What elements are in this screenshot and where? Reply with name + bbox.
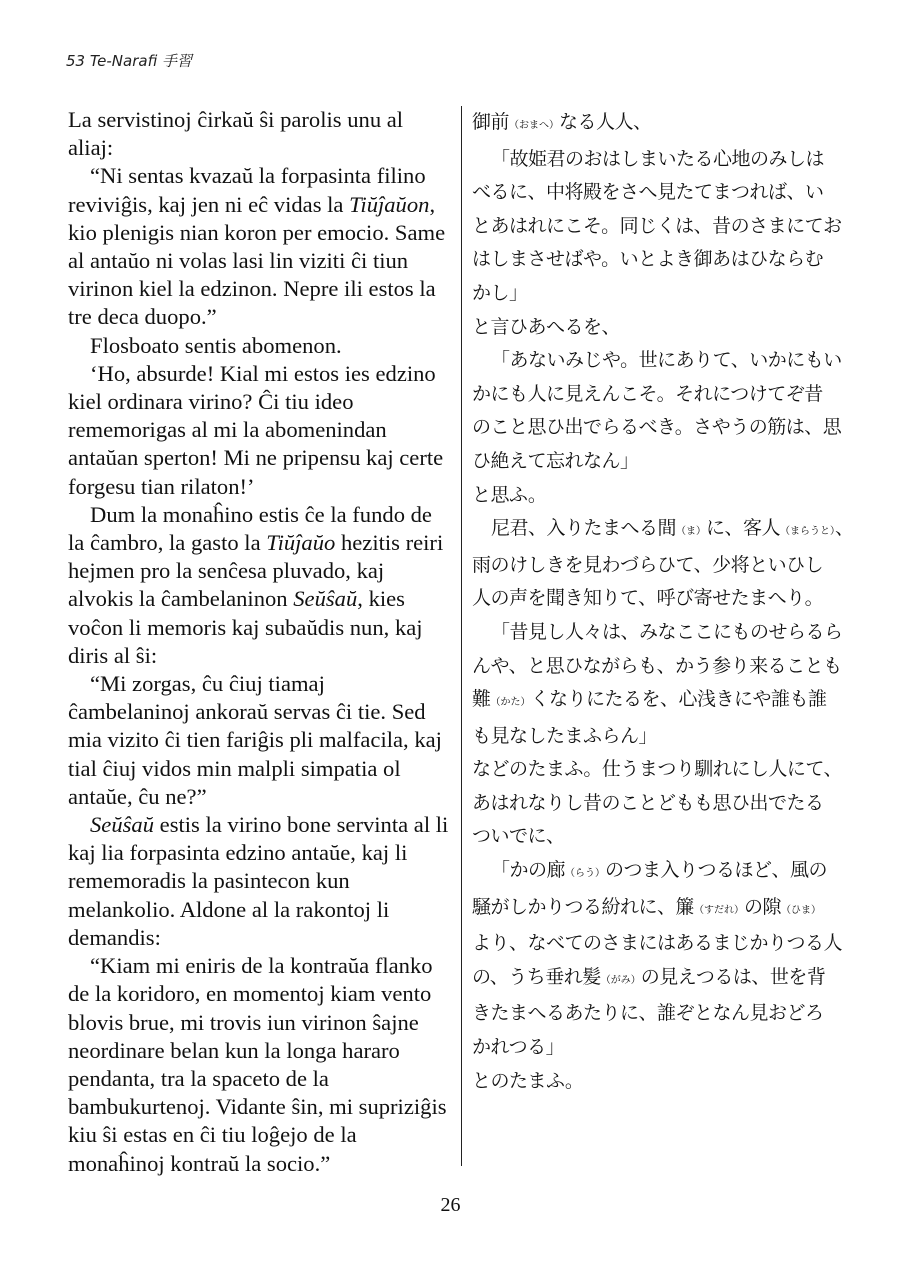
text-line: 御前（おまへ）なる人人、 xyxy=(472,111,652,133)
paragraph: ‘Ho, absurde! Kial mi estos ies edzino kiel ordinara virino? Ĉi tiu ideo rememorigas al mi la abomenindan antaŭan sperton! Mi ne pripensu kaj certe forgesu tian rilaton!’ xyxy=(68,360,444,499)
paragraph: “Mi zorgas, ĉu ĉiuj tiamaj ĉambelaninoj ankoraŭ servas ĉi tie. Sed mia vizito ĉi tien fariĝis pli malfacila, kaj tial ĉiuj vidos min malpli simpatia ol antaŭe, ĉu ne?” xyxy=(68,671,442,809)
text-line: 雨のけしきを見わづらひて、少将といひし xyxy=(472,553,824,576)
japanese-column xyxy=(472,106,856,1098)
text-line: んや、と思ひながらも、かう参り来ることも xyxy=(472,654,842,677)
text-line: のこと思ひ出でらるべき。さやうの筋は、思 xyxy=(472,416,842,439)
text-line: と思ふ。 xyxy=(472,483,547,506)
ruby-reading: （らう） xyxy=(565,868,606,880)
name-italic: Seŭŝaŭ xyxy=(90,812,155,838)
esperanto-column xyxy=(68,106,452,1178)
name-italic: Tiŭĵaŭon xyxy=(349,191,430,217)
text-line: の、うち垂れ髪（がみ）の見えつるは、世を背 xyxy=(472,965,826,988)
name-italic: Tiŭĵaŭo xyxy=(266,530,336,556)
text-line: きたまへるあたりに、誰ぞとなん見おどろ xyxy=(472,1002,824,1025)
paragraph: Flosboato sentis abomenon. xyxy=(90,332,342,358)
text-line: かれつる」 xyxy=(472,1036,565,1059)
paragraph: “Kiam mi eniris de la kontraŭa flanko de la koridoro, en momentoj kiam vento blovis brue, mi trovis iun virinon ŝajne neordinare belan kun la longa hararo pendanta, tra la spaceto de la bambukurtenoj. Vidante ŝin, mi supriziĝis kiu ŝi estas en ĉi tiu loĝejo de la monaĥinoj kontraŭ la socio.” xyxy=(68,953,447,1176)
text-line: と言ひあへるを、 xyxy=(472,315,621,338)
page-number: 26 xyxy=(440,1194,461,1216)
text-line: かにも人に見えんこそ。それにつけてぞ昔 xyxy=(472,382,823,405)
text-line: より、なべてのさまにはあるまじかりつる人 xyxy=(472,932,843,955)
text-line: などのたまふ。仕うまつり馴れにし人にて、 xyxy=(472,758,843,781)
text-line: かし」 xyxy=(472,281,528,304)
text-line: 「あないみじや。世にありて、いかにもい xyxy=(491,349,842,372)
text-line: ひ絶えて忘れなん」 xyxy=(472,449,639,472)
column-divider xyxy=(461,106,462,1166)
text-line: 難（かた）くなりにたるを、心浅きにや誰も誰 xyxy=(472,688,827,711)
text-line: 人の声を聞き知りて、呼び寄せたまへり。 xyxy=(472,587,824,610)
text-line: とのたまふ。 xyxy=(472,1069,584,1092)
text-line: はしまさせばや。いとよき御あはひならむ xyxy=(472,248,824,271)
text-line: 「昔見し人々は、みなここにものせらるら xyxy=(491,620,843,643)
paragraph: “Ni sentas kvazaŭ la forpasinta filino reviviĝis, kaj jen ni eĉ vidas la Tiŭĵaŭon, kio plenigis nian koron per emocio. Same al antaŭo ni volas lasi lin viziti ĉi tiun virinon kiel la edzinon. Nepre ili estos la tre deca duopo.” xyxy=(68,163,446,330)
ruby-reading: （ま） xyxy=(676,526,707,538)
ruby-reading: （おまへ） xyxy=(509,120,560,131)
running-header: 53 Te-Narafi 手習 xyxy=(66,52,193,70)
paragraph: Seŭŝaŭ estis la virino bone servinta al li kaj lia forpasinta edzino antaŭe, kaj li rememoradis la pasintecon kun melankolio. Aldone al la rakontoj li demandis: xyxy=(68,812,449,950)
text-line: 騒がしかりつる紛れに、簾（すだれ）の隙（ひま） xyxy=(472,895,822,918)
paragraph: La servistinoj ĉirkaŭ ŝi parolis unu al aliaj: xyxy=(68,107,404,161)
paragraph: Dum la monaĥino estis ĉe la fundo de la ĉambro, la gasto la Tiŭĵaŭo hezitis reiri hejmen pro la senĉesa pluvado, kaj alvokis la ĉambelaninon Seŭŝaŭ, kies voĉon li memoris kaj subaŭdis nun, kaj diris al ŝi: xyxy=(68,501,444,668)
ruby-reading: （かた） xyxy=(490,697,531,709)
text-line: 「かの廊（らう）のつま入りつるほど、風の xyxy=(491,859,828,882)
ruby-reading: （まらうと） xyxy=(780,526,836,538)
text-line: ついでに、 xyxy=(472,825,565,848)
ruby-reading: （すだれ） xyxy=(694,904,745,916)
text-line: 尼君、入りたまへる間（ま）に、客人（まらうと）、 xyxy=(491,517,854,540)
text-line: べるに、中将殿をさへ見たてまつれば、い xyxy=(472,181,824,204)
text-line: とあはれにこそ。同じくは、昔のさまにてお xyxy=(472,214,842,237)
ruby-reading: （ひま） xyxy=(781,904,822,916)
text-line: 「故姫君のおはしまいたる心地のみしは xyxy=(491,147,825,170)
ruby-reading: （がみ） xyxy=(600,974,641,986)
text-line: も見なしたまふらん」 xyxy=(472,724,658,747)
name-italic: Seŭŝaŭ xyxy=(293,586,358,612)
text-line: あはれなりし昔のことどもも思ひ出でたる xyxy=(472,791,824,814)
